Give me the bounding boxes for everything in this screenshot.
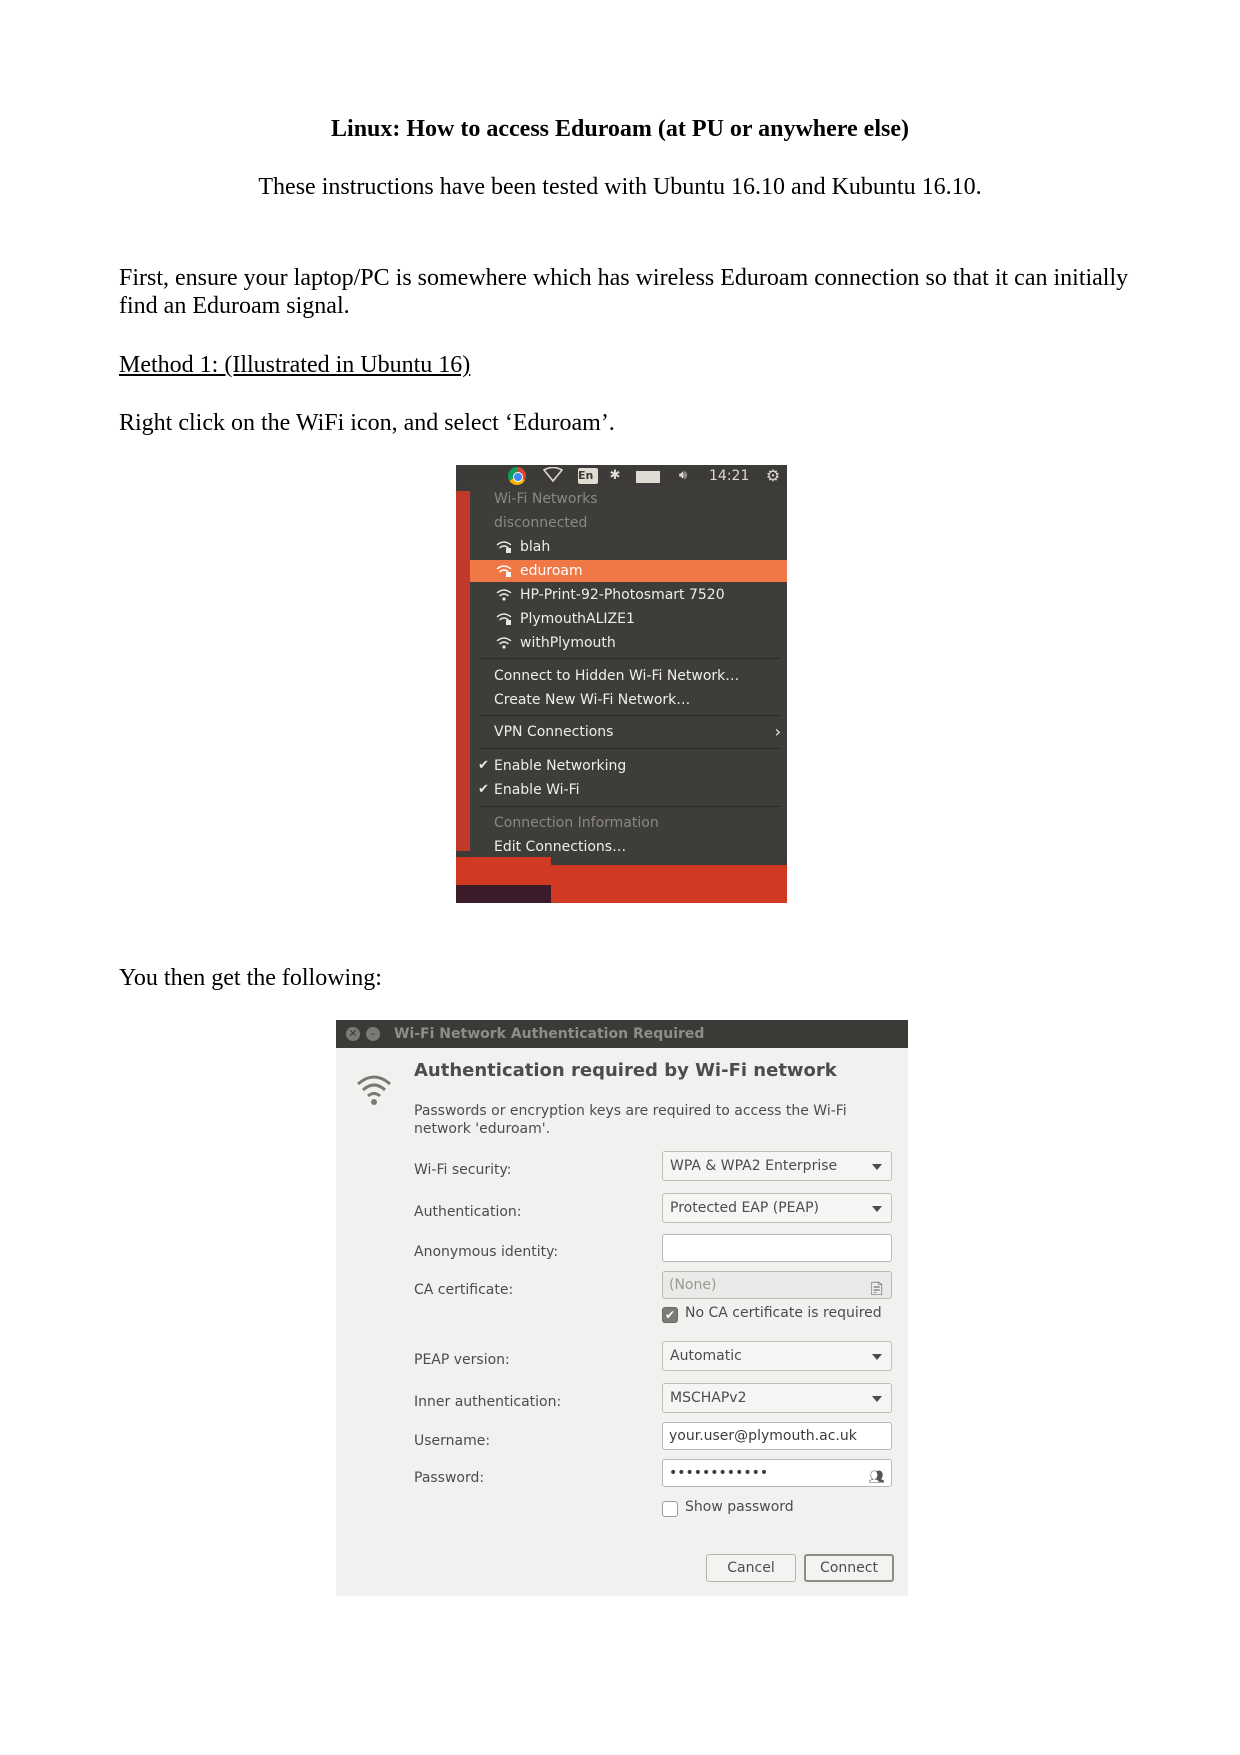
chevron-right-icon: ›	[774, 722, 781, 741]
connect-button[interactable]: Connect	[804, 1554, 894, 1582]
file-open-icon: 📄︎	[868, 1282, 885, 1297]
wifi-auth-dialog	[336, 1020, 908, 1596]
network-item-hp-print[interactable]: HP-Print-92-Photosmart 7520	[470, 584, 787, 606]
password-label: Password:	[414, 1470, 485, 1486]
no-ca-required-checkbox[interactable]: ✔	[662, 1307, 678, 1323]
ca-certificate-label: CA certificate:	[414, 1282, 514, 1298]
intro-paragraph: First, ensure your laptop/PC is somewhere which has wireless Eduroam connection so that it can initially find an Eduroam signal.	[119, 265, 1129, 319]
desktop-background-strip	[456, 491, 470, 851]
menu-item-connection-information: Connection Information	[494, 815, 659, 831]
network-item-plymouthalize1[interactable]: PlymouthALIZE1	[470, 608, 787, 630]
menu-separator	[480, 806, 780, 807]
authentication-select[interactable]: Protected EAP (PEAP)	[662, 1193, 892, 1223]
menu-header-wifi-networks: Wi-Fi Networks	[494, 491, 598, 507]
dropdown-caret-icon	[872, 1164, 882, 1170]
dialog-heading: Authentication required by Wi-Fi network	[414, 1060, 837, 1081]
dropdown-caret-icon	[872, 1354, 882, 1360]
top-panel	[456, 465, 787, 487]
checkmark-icon: ✔	[478, 758, 489, 773]
settings-gear-icon[interactable]: ⚙	[765, 466, 781, 485]
password-input[interactable]: •••••••••••• 👥︎	[662, 1459, 892, 1487]
menu-separator	[480, 748, 780, 749]
network-item-eduroam[interactable]: eduroam	[470, 560, 787, 582]
wifi-secure-icon	[496, 564, 512, 578]
launcher-edge	[456, 885, 551, 903]
no-ca-required-label: No CA certificate is required	[685, 1305, 882, 1321]
menu-separator	[480, 715, 780, 716]
network-item-withplymouth[interactable]: withPlymouth	[470, 632, 787, 654]
network-item-blah[interactable]: blah	[470, 536, 787, 558]
dialog-title: Wi-Fi Network Authentication Required	[394, 1026, 705, 1042]
menu-item-edit-connections[interactable]: Edit Connections…	[494, 839, 627, 855]
clock[interactable]: 14:21	[709, 468, 750, 484]
peap-version-select[interactable]: Automatic	[662, 1341, 892, 1371]
wifi-security-select[interactable]: WPA & WPA2 Enterprise	[662, 1151, 892, 1181]
ca-certificate-chooser[interactable]: (None) 📄︎	[662, 1271, 892, 1299]
wifi-menu-screenshot	[456, 465, 787, 903]
menu-shadow	[551, 857, 787, 865]
user-storage-icon[interactable]: 👥︎	[868, 1470, 885, 1485]
wifi-icon	[496, 636, 512, 650]
close-icon[interactable]: ✕	[346, 1027, 360, 1041]
battery-icon[interactable]	[636, 471, 660, 483]
menu-item-connect-hidden[interactable]: Connect to Hidden Wi-Fi Network…	[494, 668, 740, 684]
wifi-secure-icon	[496, 540, 512, 554]
menu-status-disconnected: disconnected	[494, 515, 588, 531]
cancel-button[interactable]: Cancel	[706, 1554, 796, 1582]
menu-separator	[480, 658, 780, 659]
volume-icon[interactable]: 🔊︎	[678, 468, 688, 483]
username-label: Username:	[414, 1433, 491, 1449]
method-heading: Method 1: (Illustrated in Ubuntu 16)	[119, 352, 471, 378]
wifi-icon	[496, 588, 512, 602]
show-password-checkbox[interactable]	[662, 1501, 678, 1517]
menu-item-vpn-connections[interactable]: VPN Connections ›	[494, 722, 781, 741]
dialog-description: Passwords or encryption keys are required to access the Wi-Fi network 'eduroam'.	[414, 1103, 847, 1137]
keyboard-layout-indicator[interactable]: En	[578, 468, 598, 484]
step2-paragraph: You then get the following:	[119, 965, 382, 991]
dropdown-caret-icon	[872, 1206, 882, 1212]
menu-item-enable-networking[interactable]: ✔ Enable Networking	[470, 755, 787, 777]
bluetooth-icon[interactable]: ✱	[609, 468, 621, 483]
wifi-indicator-icon[interactable]	[542, 467, 564, 485]
wifi-icon	[356, 1072, 392, 1108]
menu-item-enable-wifi[interactable]: ✔ Enable Wi-Fi	[470, 779, 787, 801]
minimize-icon[interactable]: –	[366, 1027, 380, 1041]
wifi-secure-icon	[496, 612, 512, 626]
anonymous-identity-input[interactable]	[662, 1234, 892, 1262]
checkmark-icon: ✔	[478, 782, 489, 797]
peap-version-label: PEAP version:	[414, 1352, 510, 1368]
wifi-security-label: Wi-Fi security:	[414, 1162, 512, 1178]
chrome-icon-center	[513, 472, 523, 482]
username-input[interactable]: your.user@plymouth.ac.uk	[662, 1422, 892, 1450]
inner-authentication-label: Inner authentication:	[414, 1394, 562, 1410]
menu-item-create-new[interactable]: Create New Wi-Fi Network…	[494, 692, 691, 708]
step1-paragraph: Right click on the WiFi icon, and select ‘Eduroam’.	[119, 410, 615, 436]
dropdown-caret-icon	[872, 1396, 882, 1402]
anonymous-identity-label: Anonymous identity:	[414, 1244, 559, 1260]
document-subtitle: These instructions have been tested with Ubuntu 16.10 and Kubuntu 16.10.	[258, 174, 982, 200]
show-password-label: Show password	[685, 1499, 794, 1515]
authentication-label: Authentication:	[414, 1204, 522, 1220]
document-title: Linux: How to access Eduroam (at PU or anywhere else)	[331, 116, 909, 142]
inner-authentication-select[interactable]: MSCHAPv2	[662, 1383, 892, 1413]
